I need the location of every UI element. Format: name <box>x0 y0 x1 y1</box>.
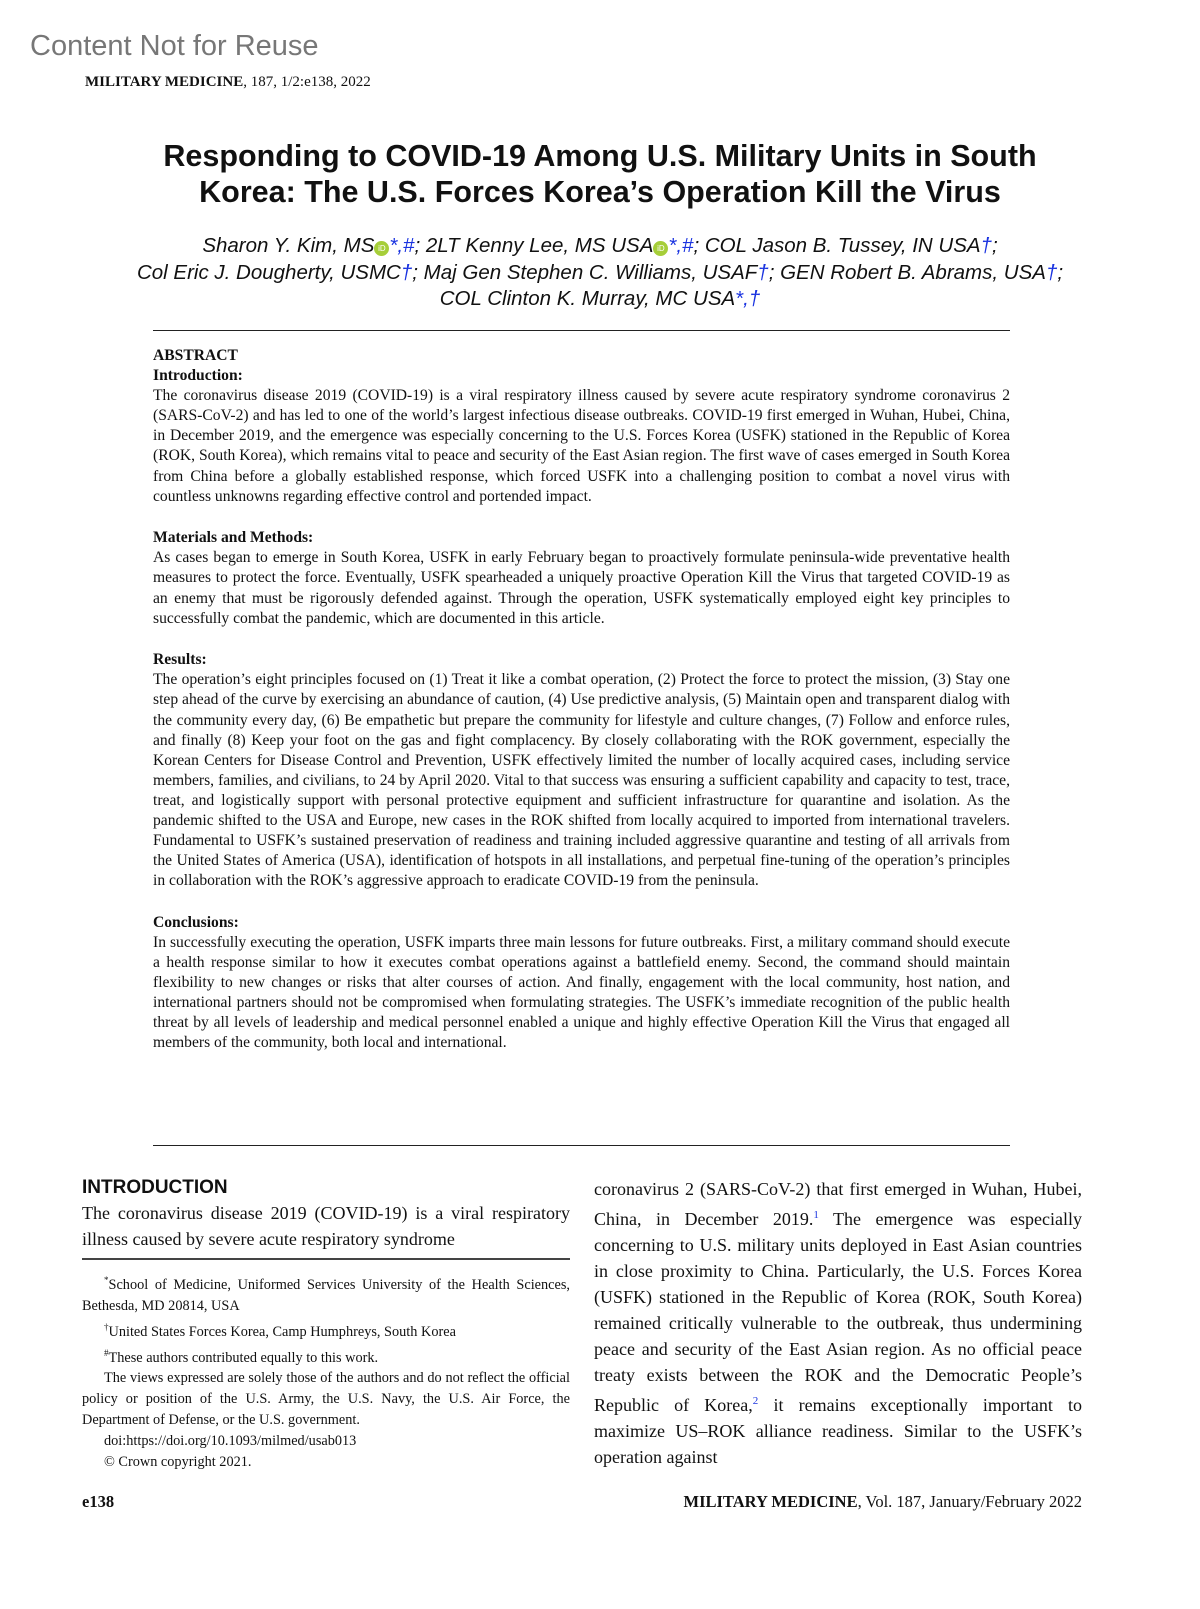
affiliation-marks[interactable]: † <box>980 234 992 257</box>
orcid-icon[interactable]: iD <box>374 241 389 256</box>
affiliation-marks[interactable]: † <box>400 260 413 284</box>
author-list <box>60 233 1140 313</box>
separator: ; <box>1057 260 1064 284</box>
footnotes <box>82 1270 570 1473</box>
abstract-section-heading: Materials and Methods: <box>153 529 314 547</box>
separator: ; <box>412 260 424 284</box>
journal-citation: , 187, 1/2:e138, 2022 <box>243 74 371 90</box>
abstract-section-heading: Results: <box>153 651 207 669</box>
footnote-divider <box>82 1258 570 1260</box>
abstract-section-text: The operation’s eight principles focused on (1) Treat it like a combat operation, (2) Protect the force to protect the mission, (3) Stay one step ahead of the curve by exercising an abundance of caution, (4) Use predictive analysis, (5) Maintain open and transparent dialog with the community every day, (6) Be empathetic but prepare the community for lifestyle and culture changes, (7) Follow and enforce rules, and finally (8) Keep your foot on the gas and fight complacency. By closely collaborating with the ROK government, especially the Korean Centers for Disease Control and Prevention, USFK effectively limited the number of locally acquired cases, including service members, families, and civilians, to 24 by April 2020. Vital to that success was ensuring a sufficient capability and capacity to test, trace, treat, and logistically support with personal protective equipment and sufficient infrastructure for quarantine and isolation. As the pandemic shifted to the USA and Europe, new cases in the ROK shifted from locally acquired to imported from international travelers. Fundamental to USFK’s sustained preservation of readiness and training included aggressive quarantine and testing of all arrivals from the United States of America (USA), identification of hotspots in all installations, and perpetual fine-tuning of the operation’s principles in collaboration with the ROK’s aggressive approach to eradicate COVID-19 from the peninsula. <box>153 671 1010 890</box>
author <box>705 234 998 257</box>
affiliation-marks[interactable]: *,† <box>735 287 761 310</box>
separator: ; <box>693 234 705 257</box>
abstract-section-text: The coronavirus disease 2019 (COVID-19) is a viral respiratory illness caused by severe acute respiratory syndrome coronavirus 2 (SARS-CoV-2) and has led to one of the world’s largest infectious disease outbreaks. COVID-19 first emerged in Wuhan, Hubei, China, in December 2019, and the emergence was especially concerning to the U.S. Forces Korea (USFK) stationed in the Republic of Korea (ROK, South Korea), which remains vital to peace and security of the East Asian region. The first wave of cases emerged in South Korea from China before a globally established response, which forced USFK into a challenging position to combat a novel virus with countless unknowns regarding effective control and portended impact. <box>153 387 1010 505</box>
abstract-section-heading: Conclusions: <box>153 913 239 931</box>
abstract <box>153 346 1010 1054</box>
abstract-section-heading: Introduction: <box>153 367 243 385</box>
footnote-affiliation <box>82 1270 570 1317</box>
watermark: Content Not for Reuse <box>30 30 319 62</box>
body-text: The coronavirus disease 2019 (COVID-19) is a viral respiratory illness caused by severe acute respiratory syndrome <box>82 1203 570 1249</box>
footer-journal-name: MILITARY MEDICINE <box>683 1492 858 1511</box>
author-name: Maj Gen Stephen C. Williams, USAF <box>423 260 758 284</box>
footnote-mark: # <box>104 1347 109 1358</box>
affiliation-marks[interactable]: † <box>757 260 769 284</box>
section-heading: INTRODUCTION <box>82 1177 228 1198</box>
journal-name: MILITARY MEDICINE <box>85 74 244 90</box>
footnote-text: School of Medicine, Uniformed Services University of the Health Sciences, Bethesda, MD 20814, USA <box>82 1276 570 1314</box>
affiliation-marks[interactable]: *,# <box>389 234 415 257</box>
author <box>202 234 426 257</box>
title-line: Responding to COVID-19 Among U.S. Military Units in South <box>163 139 1037 173</box>
author <box>424 261 780 284</box>
separator: ; <box>414 234 426 257</box>
page-number: e138 <box>82 1492 115 1511</box>
author <box>137 261 424 284</box>
footer-journal <box>684 1492 1082 1512</box>
author-name: 2LT Kenny Lee, MS USA <box>425 234 654 257</box>
abstract-section-text: As cases began to emerge in South Korea, USFK in early February began to proactively formulate peninsula-wide preventative health measures to protect the force. Eventually, USFK spearheaded a uniquely proactive Operation Kill the Virus that targeted COVID-19 as an enemy that must be rigorously defended against. Through the operation, USFK systematically employed eight key principles to successfully combat the pandemic, which are documented in this article. <box>153 549 1010 627</box>
orcid-icon[interactable]: iD <box>653 241 668 256</box>
abstract-heading: ABSTRACT <box>153 347 238 364</box>
reference-link[interactable]: 2 <box>752 1395 759 1407</box>
title-line: Korea: The U.S. Forces Korea’s Operation Kill the Virus <box>199 175 1001 209</box>
separator: ; <box>768 260 781 284</box>
divider <box>153 330 1010 331</box>
footnote-equal-contribution <box>82 1343 570 1369</box>
body-text <box>594 1176 1082 1470</box>
author-name: Sharon Y. Kim, MS <box>202 234 375 257</box>
text-run: it remains exceptionally important to maximize US–ROK alliance readiness. Similar to the USFK’s operation against <box>594 1395 1083 1467</box>
separator: ; <box>991 234 998 257</box>
author <box>780 261 1063 284</box>
footer-issue: , Vol. 187, January/February 2022 <box>857 1492 1082 1511</box>
author-name: Col Eric J. Dougherty, USMC <box>136 260 401 284</box>
footnote-text: These authors contributed equally to this work. <box>108 1349 379 1366</box>
affiliation-marks[interactable]: † <box>1045 260 1058 284</box>
author-name: GEN Robert B. Abrams, USA <box>780 260 1046 284</box>
paper-title <box>100 138 1100 210</box>
footnote-disclaimer: The views expressed are solely those of the authors and do not reflect the official policy or position of the U.S. Army, the U.S. Navy, the U.S. Air Force, the Department of Defense, or the U.S. government. <box>82 1370 570 1429</box>
introduction-right-column <box>594 1176 1082 1470</box>
footnote-affiliation <box>82 1317 570 1343</box>
author <box>426 234 705 257</box>
footnote-mark: * <box>104 1275 109 1285</box>
doi-link[interactable]: doi:https://doi.org/10.1093/milmed/usab013 <box>104 1433 357 1450</box>
abstract-section-text: In successfully executing the operation, USFK imparts three main lessons for future outbreaks. First, a military command should execute a health response similar to how it executes combat operations against a battlefield enemy. Second, the command should maintain flexibility to new changes or risks that alter courses of action. And finally, engagement with the local community, host nation, and international partners should not be compromised when formulating strategies. The USFK’s immediate recognition of the public health threat by all levels of leadership and medical personnel enabled a unique and highly effective Operation Kill the Virus that engaged all members of the community, both local and international. <box>153 933 1010 1052</box>
journal-header <box>85 74 371 91</box>
copyright: © Crown copyright 2021. <box>104 1454 252 1471</box>
affiliation-marks[interactable]: *,# <box>668 234 694 257</box>
divider <box>153 1145 1010 1146</box>
author-name: COL Jason B. Tussey, IN USA <box>704 234 981 257</box>
introduction-left-column <box>82 1176 570 1252</box>
footnote-mark: † <box>104 1321 109 1332</box>
footnote-text: United States Forces Korea, Camp Humphreys, South Korea <box>108 1323 456 1340</box>
reference-link[interactable]: 1 <box>813 1209 819 1221</box>
author-name: COL Clinton K. Murray, MC USA <box>439 287 736 310</box>
text-run: The emergence was especially concerning to U.S. military units deployed in East Asian countries in close proximity to China. Particularly, the U.S. Forces Korea (USFK) stationed in the Republic of Korea (ROK, South Korea) remained critically vulnerable to the outbreak, thus undermining peace and security of the East Asian region. As no official peace treaty exists between the ROK and the Democratic People’s Republic of Korea, <box>594 1209 1083 1415</box>
text-run: coronavirus 2 (SARS-CoV-2) that first emerged in Wuhan, Hubei, China, in December 2019. <box>594 1179 1082 1229</box>
author <box>440 287 761 310</box>
